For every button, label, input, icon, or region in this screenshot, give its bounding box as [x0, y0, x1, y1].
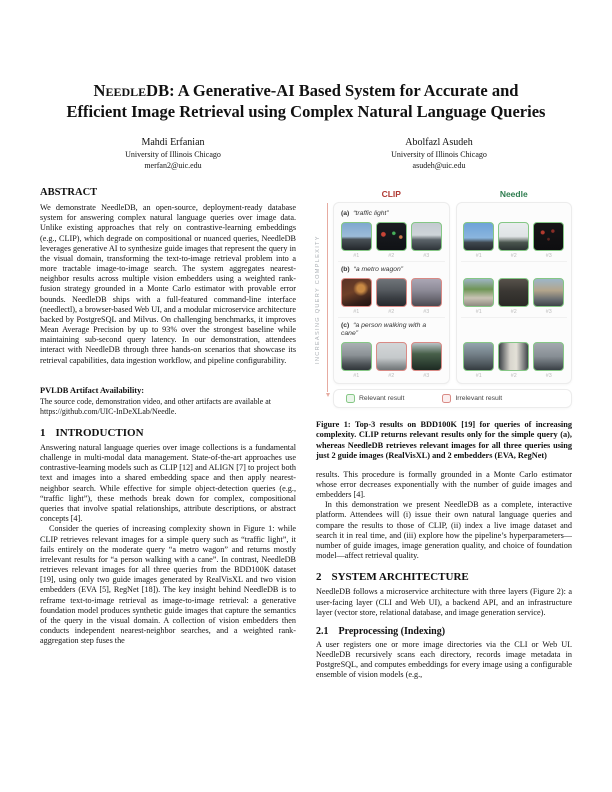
rank-label: #2: [510, 309, 517, 315]
query-label-c: (c) “a person walking with a cane”: [341, 322, 427, 338]
result-thumbnail-irrelevant: [411, 342, 442, 371]
result-thumbnail-relevant: [463, 342, 494, 371]
figure-complexity-axis: [316, 189, 333, 408]
author-email: asudeh@uic.edu: [412, 160, 466, 170]
figure-row-clip-c: [338, 318, 445, 381]
rank-label: #1: [475, 253, 482, 259]
section-2-1-heading: [316, 626, 572, 637]
result-thumbnails: [339, 278, 444, 315]
author-1: [40, 137, 306, 171]
rank-label: #1: [475, 309, 482, 315]
result-thumbnail-relevant: [533, 222, 564, 251]
author-name: Mahdi Erfanian: [141, 137, 205, 149]
result-cell: [463, 278, 494, 315]
legend-label: Irrelevant result: [455, 394, 503, 402]
intro-paragraph-2: Consider the queries of increasing complexity shown in Figure 1: while CLIP retrieves relevant images for a simple query such as “traffic light”, it fails entirely on the moderate query “a metro wagon” and returns mostly irrelevant results for “a person walking with a cane”. In contrast, NeedleDB retrieves relevant images for all three queries from the BDD100K dataset [19], using only two guide images generated by RealVisXL and two vision embedders (EVA [5], RegNet [18]). The key insight behind NeedleDB is to reframe text-to-image retrieval as image-to-image retrieval: a generative foundation model produces synthetic guide images that capture the semantics of the query in the visual domain. A collection of vision embedders then conducts independent nearest-neighbor searches, and a weighted rank-aggregation step fuses the: [40, 524, 296, 646]
section-1-heading: [40, 427, 296, 439]
abstract-heading: ABSTRACT: [40, 187, 98, 198]
left-column: [40, 187, 296, 681]
figure-row-needle-c: [461, 318, 568, 381]
section-title: SYSTEM ARCHITECTURE: [331, 571, 469, 584]
section-2-heading: [316, 571, 572, 583]
clip-panel: [333, 202, 450, 384]
result-thumbnail-relevant: [463, 222, 494, 251]
figure-legend: [333, 389, 572, 408]
result-thumbnail-relevant: [463, 278, 494, 307]
intro-paragraph-1: Answering natural language queries over image collections is a fundamental challenge in multi-modal data management. State-of-the-art approaches use contrastive-learning models such as CLIP [12] and ALIGN [7] to project both text and images into a shared embedding space and then apply nearest-neighbor search. While effective for simple object-detection queries (e.g., “traffic light”), these methods break down for complex, compositional queries that involve spatial relationships, attribute descriptions, or abstract concepts [4].: [40, 442, 296, 524]
rank-label: #1: [475, 372, 482, 379]
result-cell: [376, 342, 407, 379]
figure-column-headers: [333, 189, 572, 199]
section-number: 1: [40, 426, 46, 439]
result-cell: [463, 342, 494, 379]
result-thumbnails: [339, 222, 444, 259]
rank-label: #3: [423, 253, 430, 259]
demonstration-paragraph: In this demonstration we present NeedleDB as a complete, interactive platform. Attendees will (i) issue their own natural language queries and compare the results to those of CLIP, (ii) index a live image dataset and search it in real time, and (iii) explore how the pipeline’s hyperparameters—number of guide images, image generation quality, and choice of foundation model—affect retrieval quality.: [316, 500, 572, 561]
result-thumbnail-relevant: [498, 222, 529, 251]
needle-panel: [456, 202, 573, 384]
figure1-panels: [333, 202, 572, 384]
irrelevant-swatch-icon: [442, 394, 451, 403]
rank-label: #1: [353, 372, 360, 379]
result-cell: [498, 278, 529, 315]
artifact-url-link[interactable]: https://github.com/UIC-InDeXLab/Needle.: [40, 406, 177, 416]
title-rest: : A Generative-AI Based System for Accurate and Efficient Image Retrieval using Complex Natural Language Queries: [66, 81, 546, 122]
result-thumbnail-relevant: [533, 278, 564, 307]
axis-label: INCREASING QUERY COMPLEXITY: [315, 235, 321, 364]
result-cell: [411, 278, 442, 315]
result-thumbnail-relevant: [411, 222, 442, 251]
result-cell: [463, 222, 494, 259]
result-thumbnail-relevant: [533, 342, 564, 371]
rank-label: #2: [510, 372, 517, 379]
rank-label: #1: [353, 309, 360, 315]
result-cell: [533, 278, 564, 315]
result-cell: [376, 278, 407, 315]
subsection-title: Preprocessing (Indexing): [338, 625, 446, 637]
legend-item-relevant: [346, 394, 404, 403]
result-cell: [341, 278, 372, 315]
author-affiliation: University of Illinois Chicago: [391, 150, 487, 160]
section-title: INTRODUCTION: [55, 426, 144, 439]
author-2: [306, 137, 572, 171]
brand-suffix: DB: [146, 81, 170, 100]
result-cell: [411, 342, 442, 379]
figure-main: [333, 189, 572, 408]
paper-title: [66, 80, 546, 122]
relevant-swatch-icon: [346, 394, 355, 403]
result-thumbnail-relevant: [341, 222, 372, 251]
author-email: merfan2@uic.edu: [144, 160, 202, 170]
architecture-paragraph: NeedleDB follows a microservice architecture with three layers (Figure 2): a user-facing layer (CLI and Web UI), a backend API, and an infrastructure layer (vector store, relational database, and image generation service).: [316, 587, 572, 617]
figure-1: [316, 189, 572, 408]
clip-column-header: CLIP: [381, 189, 401, 199]
rank-label: #2: [388, 253, 395, 259]
pvldb-artifact-block: [40, 386, 296, 417]
rank-label: #3: [545, 309, 552, 315]
abstract-text: We demonstrate NeedleDB, an open-source, deployment-ready database system for answering complex natural language queries over image data. Unlike existing approaches that rely on contrastive-learning embeddings (e.g., CLIP), which degrade on compositional or nuanced queries, NeedleDB leverages generative AI to synthesize guide images that represent the query in the visual domain, transforming the text-to-image retrieval problem into a more tractable image-to-image search. The system aggregates nearest-neighbor results across multiple vision embedders using a weighted rank-fusion strategy grounded in a Monte Carlo estimator with provable error bounds. NeedleDB ships with a full-featured command-line interface (needlectl), a browser-based Web UI, and a modular microservice architecture backed by PostgreSQL and Milvus. On challenging benchmarks, it improves Mean Average Precision by up to 93% over the strongest baseline while maintaining sub-second query latency. In our demonstration, attendees interact with NeedleDB through three hands-on scenarios that showcase its retrieval capabilities, data ingestion workflow, and pipeline configurability.: [40, 203, 296, 365]
result-cell: [533, 342, 564, 379]
result-thumbnail-relevant: [498, 278, 529, 307]
continuation-paragraph: results. This procedure is formally grounded in a Monte Carlo estimator whose error decreases exponentially with the number of guide images and embedders [4].: [316, 469, 572, 500]
figure-row-clip-b: [338, 262, 445, 318]
figure-row-needle-a: [461, 206, 568, 262]
section-number: 2: [316, 571, 322, 584]
brand-name: Needle: [93, 81, 147, 100]
rank-label: #1: [353, 253, 360, 259]
rank-label: #2: [388, 372, 395, 379]
result-thumbnail-relevant: [376, 222, 407, 251]
result-thumbnail-irrelevant: [411, 278, 442, 307]
result-cell: [341, 342, 372, 379]
author-name: Abolfazl Asudeh: [405, 137, 473, 149]
subsection-number: 2.1: [316, 625, 329, 637]
result-cell: [533, 222, 564, 259]
figure-row-needle-b: [461, 262, 568, 318]
needle-column-header: Needle: [499, 189, 528, 199]
result-thumbnail-irrelevant: [341, 278, 372, 307]
figure-1-caption: Figure 1: Top-3 results on BDD100K [19] for queries of increasing complexity. CLIP returns relevant results only for the simple query (a), whereas NeedleDB retrieves relevant images for all three queries using just 2 guide images (RealVisXL) and 2 embedders (EVA, RegNet): [316, 419, 572, 461]
result-cell: [411, 222, 442, 259]
rank-label: #2: [510, 253, 517, 259]
result-cell: [498, 342, 529, 379]
result-cell: [498, 222, 529, 259]
author-affiliation: University of Illinois Chicago: [125, 150, 221, 160]
result-thumbnail-irrelevant: [376, 278, 407, 307]
preprocessing-paragraph: A user registers one or more image directories via the CLI or Web UI. NeedleDB recursively scans each directory, records image metadata in PostgreSQL, and computes embeddings for every image using a configurable ensemble of vision models (e.g.,: [316, 639, 572, 680]
pvldb-text: [40, 397, 296, 417]
legend-item-irrelevant: [442, 394, 502, 403]
result-cell: [376, 222, 407, 259]
two-column-body: [40, 187, 572, 681]
rank-label: #3: [545, 372, 552, 379]
rank-label: #3: [423, 309, 430, 315]
result-thumbnails: [462, 222, 567, 259]
query-label-a: (a) “traffic light”: [341, 210, 389, 217]
axis-arrowhead-icon: [326, 393, 330, 397]
result-thumbnails: [462, 278, 567, 315]
result-thumbnail-relevant: [341, 342, 372, 371]
result-cell: [341, 222, 372, 259]
legend-label: Relevant result: [359, 394, 405, 402]
rank-label: #3: [423, 372, 430, 379]
pvldb-heading: PVLDB Artifact Availability:: [40, 385, 145, 395]
figure-row-clip-a: [338, 206, 445, 262]
result-thumbnail-relevant: [498, 342, 529, 371]
pvldb-text-body: The source code, demonstration video, and other artifacts are available at: [40, 396, 271, 406]
right-column: [316, 187, 572, 681]
rank-label: #2: [388, 309, 395, 315]
rank-label: #3: [545, 253, 552, 259]
axis-arrow-line: [327, 203, 328, 392]
result-thumbnail-irrelevant: [376, 342, 407, 371]
query-label-b: (b) “a metro wagon”: [341, 266, 404, 273]
result-thumbnails: [462, 342, 567, 379]
result-thumbnails: [339, 342, 444, 379]
author-block: [40, 137, 572, 171]
